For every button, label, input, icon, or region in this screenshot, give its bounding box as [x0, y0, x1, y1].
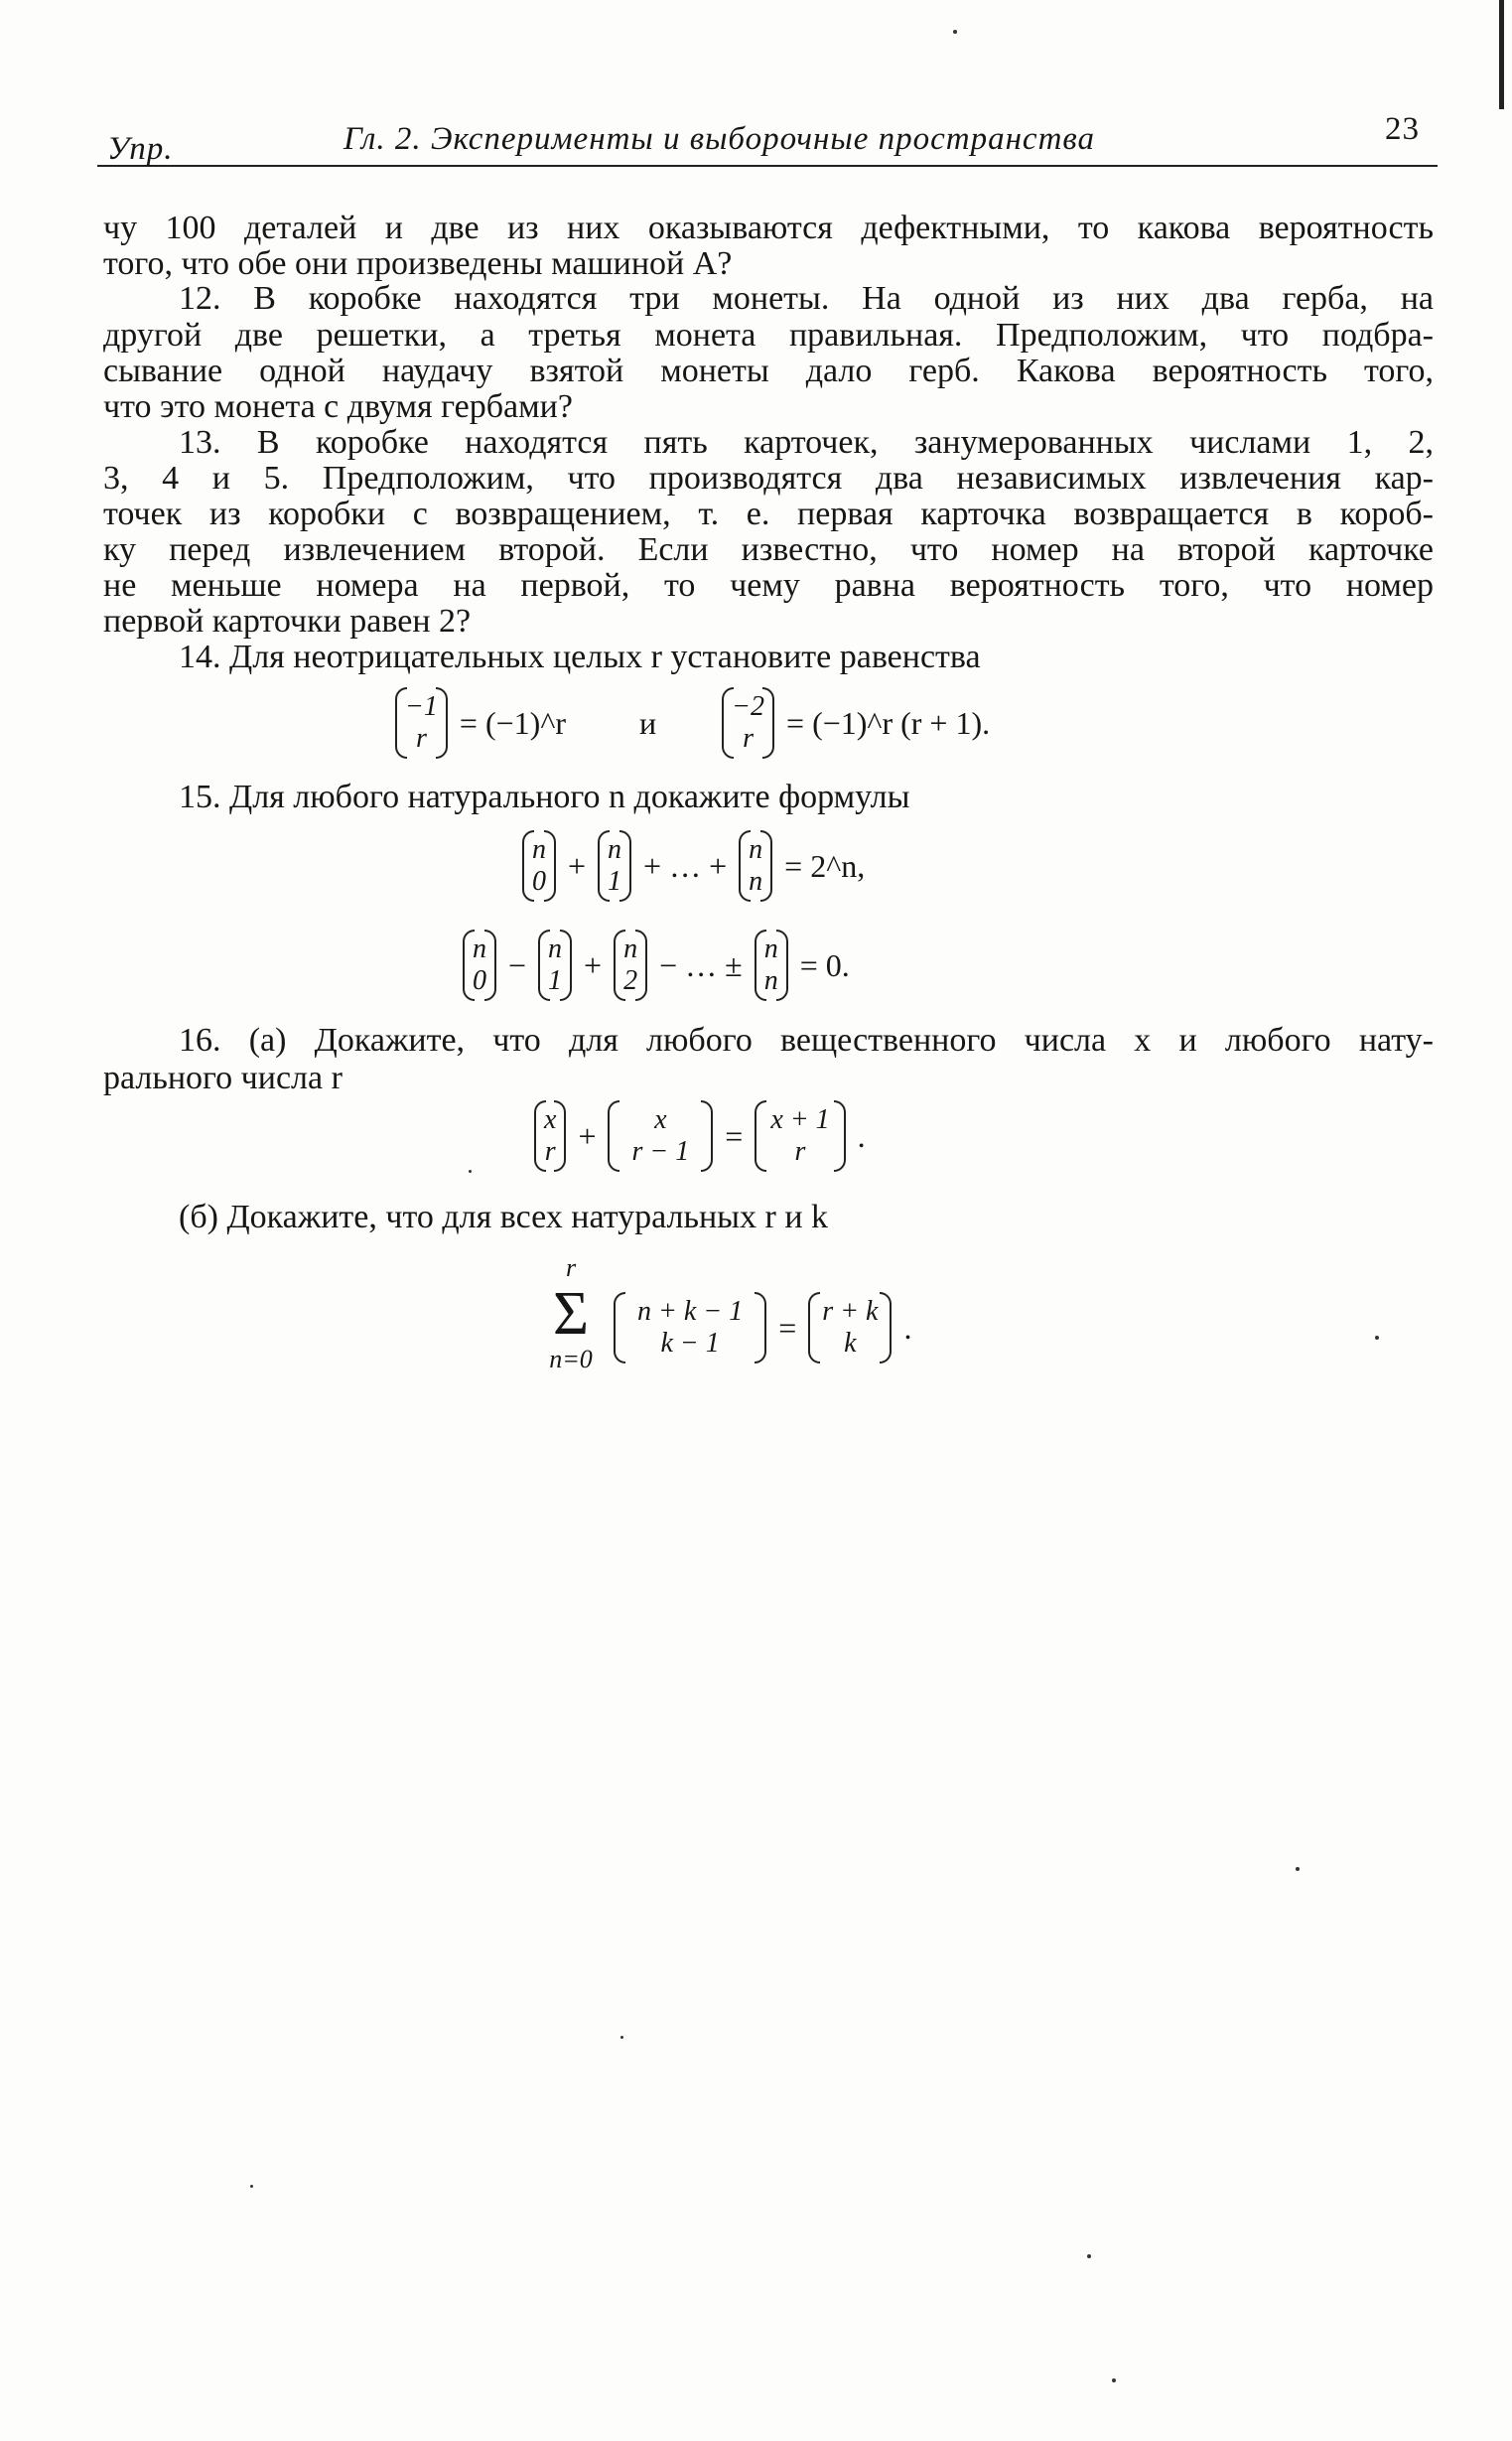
header-section-label: Упр.: [107, 131, 174, 167]
text-line: рального числа r: [103, 1060, 343, 1096]
binomial-coefficient: n + k − 1 k − 1: [616, 1296, 764, 1360]
text-line: что это монета с двумя гербами?: [103, 388, 573, 425]
scan-speck: [1296, 1867, 1300, 1871]
binomial-coefficient: n 2: [616, 933, 645, 997]
exercise-13: 13. В коробке находятся пять карточек, занумерованных числами 1, 2,: [179, 424, 1434, 461]
text-line: ку перед извлечением второй. Если известно, что номер на второй карточке: [103, 531, 1434, 568]
formula-14: [397, 691, 996, 755]
scan-speck: [1112, 2378, 1116, 2382]
formula-16b: n + k − 1 k − 1 = r + k k .: [616, 1296, 917, 1360]
scan-speck: [469, 1170, 472, 1173]
scan-speck: [1087, 2254, 1091, 2258]
header-chapter-title: Гл. 2. Эксперименты и выборочные пространства: [344, 121, 1096, 157]
binomial-coefficient: x + 1 r: [756, 1104, 843, 1168]
formula-15b: n 0 − n 1 + n 2 − … ± n n = 0.: [465, 933, 856, 997]
text-line: другой две решетки, а третья монета правильная. Предположим, что подбра-: [103, 317, 1434, 354]
scan-speck: [1375, 1336, 1379, 1340]
binomial-coefficient: n 1: [540, 933, 570, 997]
page-number: 23: [1385, 111, 1420, 147]
scan-speck: [250, 2185, 253, 2188]
binomial-coefficient: r + k k: [810, 1296, 890, 1360]
exercise-14: 14. Для неотрицательных целых r установите равенства: [179, 639, 981, 675]
text-line: чу 100 деталей и две из них оказываются дефектными, то какова вероятность: [103, 210, 1434, 246]
exercise-12: 12. В коробке находятся три монеты. На одной из них два герба, на: [179, 280, 1434, 317]
text-line: точек из коробки с возвращением, т. е. первая карточка возвращается в короб-: [103, 496, 1434, 532]
summation-sign: r Σ n=0: [549, 1253, 593, 1373]
text-line: первой карточки равен 2?: [103, 603, 472, 640]
binomial-coefficient: −2 r: [724, 691, 772, 755]
text-line: того, что обе они произведены машиной A?: [103, 245, 733, 282]
binomial-coefficient: n 0: [524, 834, 554, 898]
exercise-16b: (б) Докажите, что для всех натуральных r и k: [179, 1199, 829, 1235]
text-line: не меньше номера на первой, то чему равна вероятность того, что номер: [103, 567, 1434, 604]
running-header: [97, 111, 1438, 167]
exercise-15: 15. Для любого натурального n докажите формулы: [179, 779, 910, 815]
exercise-16: 16. (а) Докажите, что для любого вещественного числа x и любого нату-: [179, 1022, 1434, 1059]
binomial-coefficient: n n: [756, 933, 786, 997]
text-line: 3, 4 и 5. Предположим, что производятся два независимых извлечения кар-: [103, 460, 1434, 497]
scan-speck: [953, 30, 957, 34]
formula-rhs: = (−1)^r (r + 1).: [786, 704, 991, 741]
scan-edge-mark: [1499, 0, 1504, 109]
binomial-coefficient: −1 r: [397, 691, 446, 755]
binomial-coefficient: n n: [741, 834, 770, 898]
binomial-coefficient: x r − 1: [610, 1104, 711, 1168]
scan-speck: [620, 2036, 623, 2039]
formula-16a: x r + x r − 1 = x + 1 r .: [536, 1104, 872, 1168]
text-line: сывание одной наудачу взятой монеты дало герб. Какова вероятность того,: [103, 353, 1434, 389]
binomial-coefficient: n 0: [465, 933, 494, 997]
binomial-coefficient: x r: [536, 1104, 564, 1168]
binomial-coefficient: n 1: [600, 834, 629, 898]
formula-conjunction: и: [638, 704, 657, 741]
formula-15a: n 0 + n 1 + … + n n = 2^n,: [524, 834, 871, 898]
formula-rhs: = (−1)^r: [459, 704, 566, 741]
